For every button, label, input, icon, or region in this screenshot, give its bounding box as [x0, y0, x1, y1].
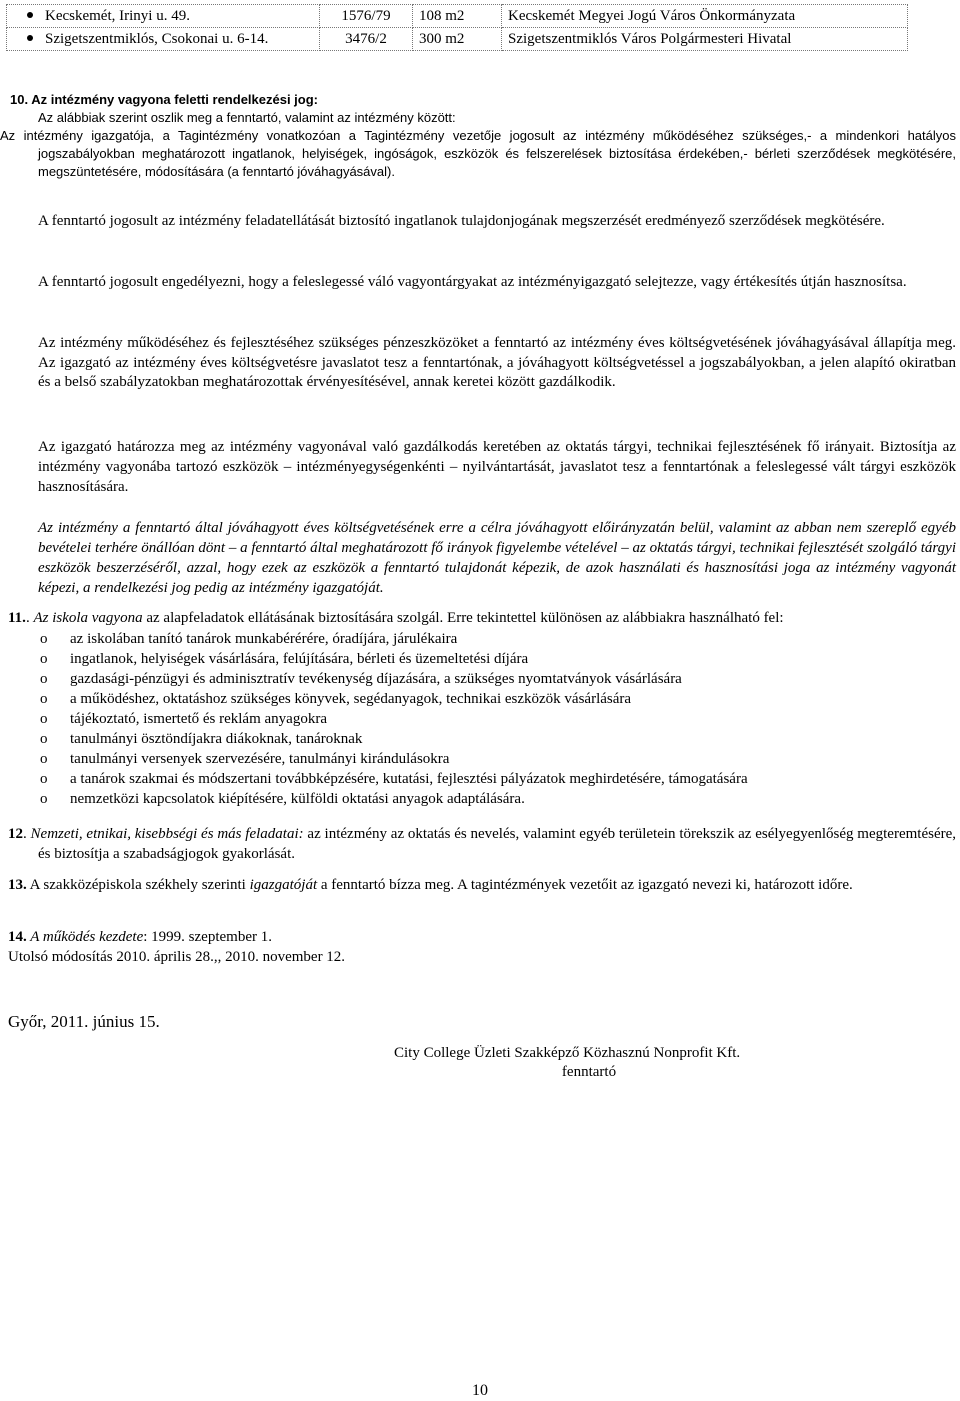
- section-13-text: a fenntartó bízza meg. A tagintézmények vezetőit az igazgató nevezi ki, határozott időre.: [317, 877, 853, 893]
- section-14-italic: A működés kezdete: [26, 929, 144, 945]
- list-item-text: ingatlanok, helyiségek vásárlására, felújítására, bérleti és üzemeltetési díjára: [70, 651, 529, 667]
- circle-bullet-icon: o: [40, 731, 48, 747]
- list-item: [38, 669, 956, 689]
- section-12-text: az intézmény az oktatás és nevelés, valamint egyéb területein törekszik az esélyegyenlőség megteremtésére, és biztosítja a szabadságjogok gyakorlását.: [38, 826, 957, 862]
- section-11-lead: [8, 609, 956, 627]
- list-item-text: tájékoztató, ismertető és reklám anyagokra: [70, 711, 327, 727]
- property-area: 300 m2: [413, 28, 502, 51]
- section-11-list: [8, 629, 956, 809]
- list-item: [38, 749, 956, 769]
- section-11-lead-text: az alapfeladatok ellátásának biztosítására szolgál. Erre tekintettel különösen az alábbiakra használható fel:: [142, 610, 784, 626]
- section-14-number: 14.: [8, 929, 27, 945]
- property-parcel: 3476/2: [320, 28, 413, 51]
- section-10-p3: Az intézmény működéséhez és fejlesztéséhez szükséges pénzeszközöket a fenntartó az intézmény éves költségvetésének jóváhagyásával állapítja meg. Az igazgató az intézmény éves költségvetésre javaslatot tesz a fenntartónak, a jóváhagyott költségvetéssel a jogszabályokban, a jelen alapító okiratban és a belső szabályzatokban meghatározottak érvényesítésével, annak keretei között gazdálkodik.: [38, 335, 956, 390]
- section-12: [8, 824, 956, 864]
- section-12-number: 12: [8, 826, 23, 842]
- list-item-text: a működéshez, oktatáshoz szükséges könyvek, segédanyagok, technikai eszközök vásárlására: [70, 691, 632, 707]
- modified-date: Utolsó módosítás 2010. április 28.,, 2010. november 12.: [8, 949, 346, 965]
- section-10-p1: A fenntartó jogosult az intézmény feladatellátását biztosító ingatlanok tulajdonjogának megszerzését eredményező szerződések megkötésére.: [38, 213, 885, 229]
- list-item-text: a tanárok szakmai és módszertani továbbképzésére, kutatási, fejlesztési pályázatok meghirdetésére, támogatására: [70, 771, 748, 787]
- list-item: [38, 769, 956, 789]
- section-14: [8, 927, 956, 967]
- circle-bullet-icon: o: [40, 691, 48, 707]
- list-item-text: az iskolában tanító tanárok munkabérérére, óradíjára, járulékaira: [70, 631, 458, 647]
- section-10-heading: 10. Az intézmény vagyona feletti rendelkezési jog:: [10, 92, 319, 107]
- signature-block: [394, 1044, 814, 1082]
- section-13: [8, 875, 956, 895]
- section-12-dot: .: [23, 826, 27, 842]
- table-row: [7, 28, 908, 51]
- circle-bullet-icon: o: [40, 671, 48, 687]
- list-item-text: nemzetközi kapcsolatok kiépítésére, külföldi oktatási anyagok adaptálására.: [70, 791, 525, 807]
- list-item: [38, 689, 956, 709]
- signature-org: City College Üzleti Szakképző Közhasznú Nonprofit Kft.: [394, 1045, 741, 1061]
- list-item-text: gazdasági-pénzügyi és adminisztratív tevékenység díjazására, a szükséges nyomtatványok vásárlására: [70, 671, 682, 687]
- section-13-pre: A szakközépiskola székhely szerinti: [26, 877, 250, 893]
- list-item: [38, 629, 956, 649]
- list-item-text: tanulmányi ösztöndíjakra diákoknak, tanároknak: [70, 731, 363, 747]
- property-address: Kecskemét, Irinyi u. 49.: [45, 8, 190, 24]
- page-number: 10: [472, 1382, 488, 1399]
- circle-bullet-icon: o: [40, 631, 48, 647]
- circle-bullet-icon: o: [40, 711, 48, 727]
- section-10-intro: Az alábbiak szerint oszlik meg a fenntartó, valamint az intézmény között:: [38, 110, 456, 125]
- section-13-italic: igazgatóját: [249, 877, 318, 893]
- section-11: [8, 609, 956, 809]
- property-address: Szigetszentmiklós, Csokonai u. 6-14.: [45, 31, 269, 47]
- section-12-italic: Nemzeti, etnikai, kisebbségi és más feladatai:: [26, 826, 304, 842]
- circle-bullet-icon: o: [40, 791, 48, 807]
- table-row: [7, 5, 908, 28]
- circle-bullet-icon: o: [40, 771, 48, 787]
- section-10-p2: A fenntartó jogosult engedélyezni, hogy a feleslegessé váló vagyontárgyakat az intézményigazgató selejtezze, vagy értékesítés útján hasznosítsa.: [38, 274, 907, 290]
- property-owner: Szigetszentmiklós Város Polgármesteri Hivatal: [502, 28, 908, 51]
- place-date: Győr, 2011. június 15.: [8, 1012, 160, 1031]
- bullet-dot-icon: [27, 12, 33, 18]
- property-area: 108 m2: [413, 5, 502, 28]
- bullet-dot-icon: [27, 35, 33, 41]
- section-14-text: : 1999. szeptember 1.: [143, 929, 272, 945]
- property-table: [6, 4, 908, 51]
- list-item: [38, 649, 956, 669]
- list-item: [38, 729, 956, 749]
- section-13-number: 13.: [8, 877, 27, 893]
- list-item-text: tanulmányi versenyek szervezésére, tanulmányi kirándulásokra: [70, 751, 450, 767]
- section-11-dot: .: [25, 610, 30, 626]
- circle-bullet-icon: o: [40, 651, 48, 667]
- property-parcel: 1576/79: [320, 5, 413, 28]
- section-11-number: 11.: [8, 610, 26, 626]
- list-item: [38, 789, 956, 809]
- section-11-lead-italic: Az iskola vagyona: [33, 610, 143, 626]
- property-owner: Kecskemét Megyei Jogú Város Önkormányzata: [502, 5, 908, 28]
- section-10-para: Az intézmény igazgatója, a Tagintézmény vonatkozóan a Tagintézmény vezetője jogosult az intézmény működéséhez szükséges,- a mindenkori hatályos jogszabályokban meghatározott ingatlanok, helyiségek, ingóságok, eszközök és felszerelések biztosítása érdekében,- bérleti szerződések megkötésére, megszüntetésére, módosítására (a fenntartó jóváhagyásával).: [0, 128, 956, 179]
- section-10-header: [0, 91, 956, 181]
- section-10-p4: Az igazgató határozza meg az intézmény vagyonával való gazdálkodás keretében az oktatás tárgyi, technikai fejlesztésének fő irányait. Biztosítja az intézmény vagyonába tartozó eszközök – intézményegységenkénti – nyilvántartását, javaslatot tesz a fenntartónak a feleslegessé vált tárgyi eszközök hasznosítására.: [38, 439, 956, 495]
- list-item: [38, 709, 956, 729]
- circle-bullet-icon: o: [40, 751, 48, 767]
- signature-role: fenntartó: [561, 1064, 617, 1080]
- section-10-p5: Az intézmény a fenntartó által jóváhagyott éves költségvetésének erre a célra jóváhagyott előirányzatán belül, valamint az abban nem szereplő egyéb bevételei terhére önállóan dönt – a fenntartó által meghatározott fő irányok figyelembe vételével – az oktatás tárgyi, technikai fejlesztését szolgáló tárgyi eszközök beszerzéséről, azzal, hogy ezek az eszközök a fenntartó tulajdonát képezik, de azok használati és hasznosítási joga az intézmény vagyonát képezi, a rendelkezési jog pedig az intézmény igazgatóját.: [38, 520, 956, 596]
